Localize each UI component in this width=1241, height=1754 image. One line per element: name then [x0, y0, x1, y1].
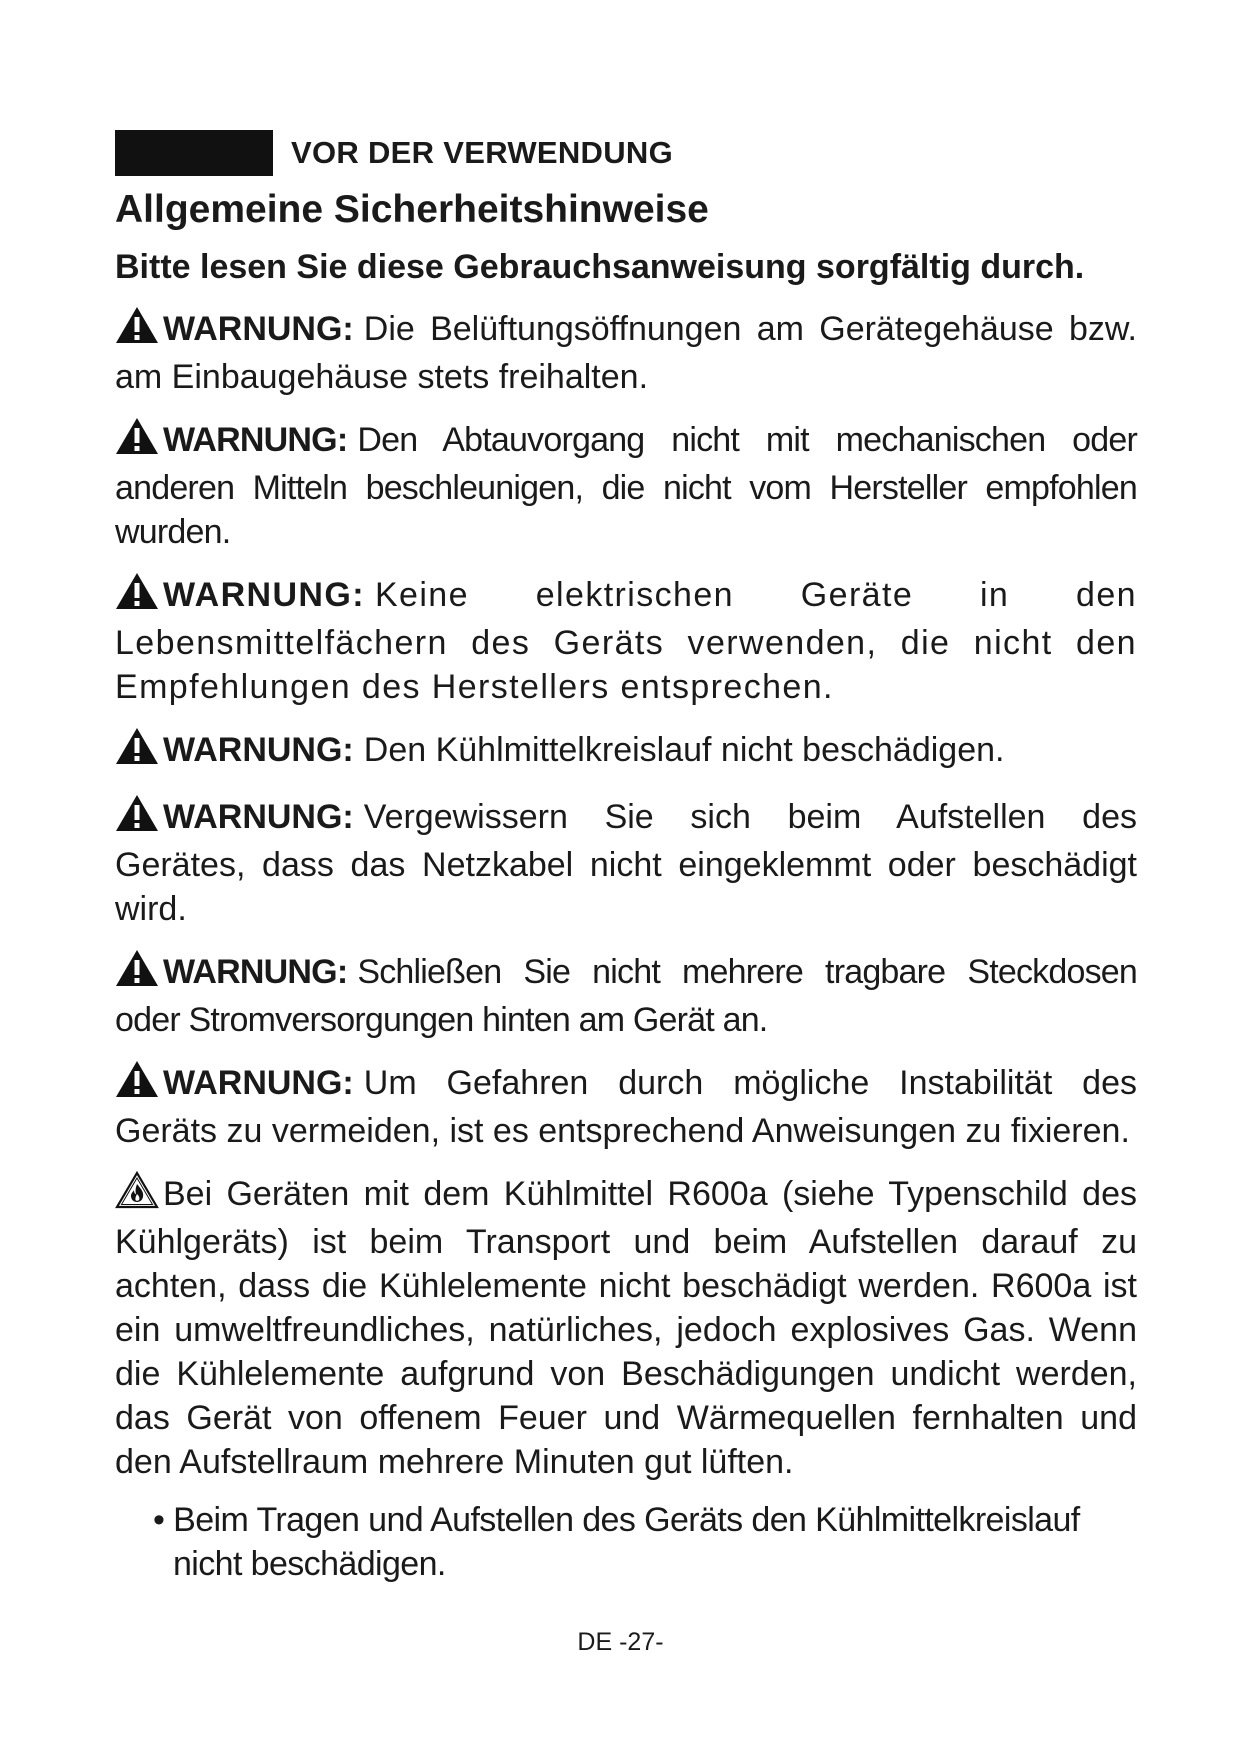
- page-title: Allgemeine Sicherheitshinweise: [115, 188, 709, 231]
- warning-label: WARNUNG:: [163, 953, 348, 991]
- manual-page: [115, 128, 1137, 1586]
- page-number: DE -27-: [577, 1628, 664, 1656]
- warning-text: Den Abtauvorgang nicht mit mechanischen oder anderen Mitteln beschleunigen, die nicht vom Hersteller empfohlen wurden.: [115, 421, 1137, 551]
- warning-label: WARNUNG:: [163, 731, 354, 769]
- bullet-item: [153, 1498, 1137, 1586]
- warning-text: Vergewissern Sie sich beim Aufstellen des Gerätes, dass das Netzkabel nicht eingeklemmt oder beschädigt wird.: [115, 798, 1137, 928]
- warning-triangle-icon: [115, 727, 159, 776]
- warning-text: Den Kühlmittelkreislauf nicht beschädigen.: [363, 731, 1005, 769]
- warning-label: WARNUNG:: [163, 310, 354, 348]
- bullet-marker: •: [153, 1501, 165, 1539]
- section-marker-block: [115, 130, 273, 176]
- warning-item: [115, 572, 1137, 709]
- warning-triangle-icon: [115, 417, 159, 466]
- warning-text: Schließen Sie nicht mehrere tragbare Steckdosen oder Stromversorgungen hinten am Gerät an.: [115, 953, 1137, 1039]
- flammable-notice-text: Bei Geräten mit dem Kühlmittel R600a (siehe Typenschild des Kühlgeräts) ist beim Transport und beim Aufstellen darauf zu achten, dass die Kühlelemente nicht beschädigt werden. R600a ist ein umweltfreundliches, natürliches, jedoch explosives Gas. Wenn die Kühlelemente aufgrund von Beschädigungen undicht werden, das Gerät von offenem Feuer und Wärmequellen fernhalten und den Aufstellraum mehrere Minuten gut lüften.: [115, 1175, 1137, 1481]
- warning-item: [115, 727, 1137, 776]
- warning-triangle-icon: [115, 794, 159, 843]
- flammable-notice: [115, 1171, 1137, 1484]
- section-header: [115, 128, 1137, 178]
- warning-triangle-icon: [115, 572, 159, 621]
- warning-label: WARNUNG:: [163, 1064, 354, 1102]
- warning-item: [115, 949, 1137, 1042]
- intro-text: Bitte lesen Sie diese Gebrauchsanweisung sorgfältig durch.: [115, 248, 1085, 286]
- warning-triangle-icon: [115, 1060, 159, 1109]
- warning-text: Die Belüftungsöffnungen am Gerätegehäuse bzw. am Einbaugehäuse stets freihalten.: [115, 310, 1137, 396]
- bullet-text: Beim Tragen und Aufstellen des Geräts den Kühlmittelkreislauf nicht beschädigen.: [173, 1501, 1080, 1583]
- warning-label: WARNUNG:: [163, 798, 354, 836]
- warning-label: WARNUNG:: [163, 421, 348, 459]
- warning-text: Um Gefahren durch mögliche Instabilität des Geräts zu vermeiden, ist es entsprechend Anweisungen zu fixieren.: [115, 1064, 1137, 1150]
- flammable-warning-icon: [115, 1171, 159, 1220]
- warning-label: WARNUNG:: [163, 576, 365, 614]
- section-title: VOR DER VERWENDUNG: [291, 135, 674, 170]
- warning-item: [115, 1060, 1137, 1153]
- warning-triangle-icon: [115, 949, 159, 998]
- warning-item: [115, 417, 1137, 554]
- warning-item: [115, 306, 1137, 399]
- warning-triangle-icon: [115, 306, 159, 355]
- warning-text: Keine elektrischen Geräte in den Lebensmittelfächern des Geräts verwenden, die nicht den Empfehlungen des Herstellers entsprechen.: [115, 576, 1137, 706]
- warning-item: [115, 794, 1137, 931]
